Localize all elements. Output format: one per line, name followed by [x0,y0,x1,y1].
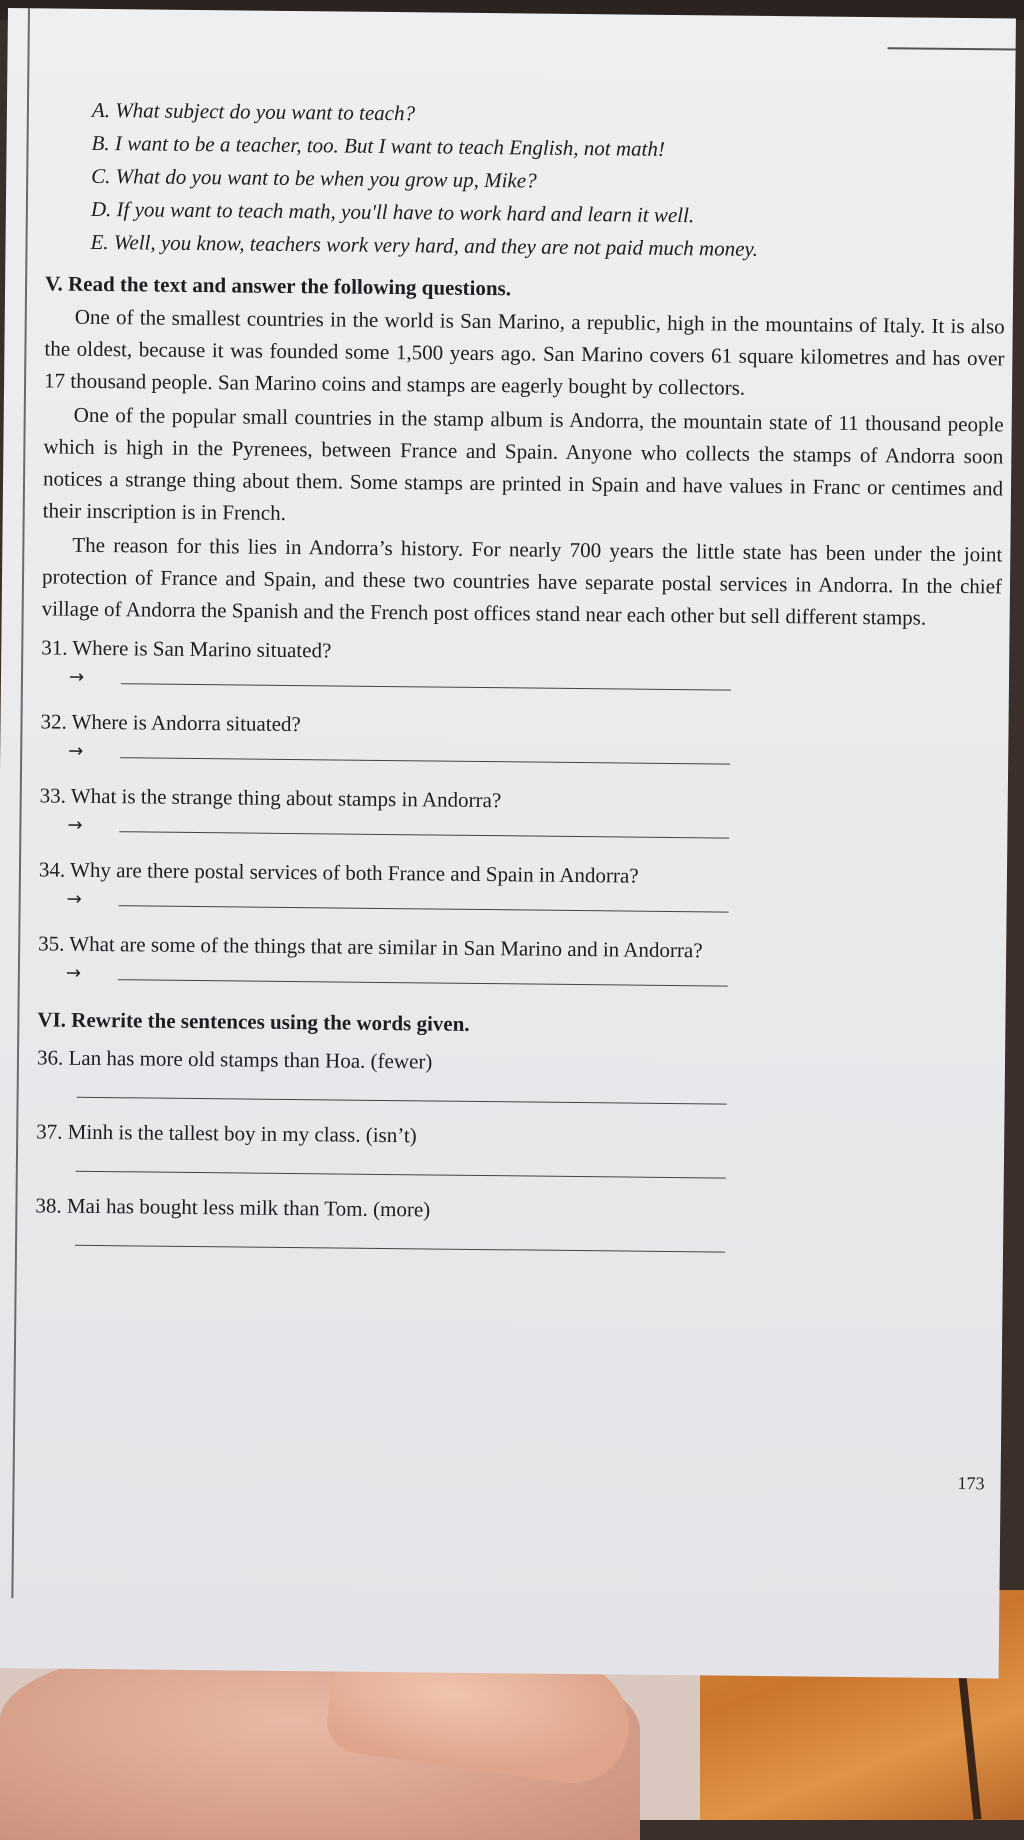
arrow-icon: → [67,814,83,836]
reading-paragraph: The reason for this lies in Andorra’s history. For nearly 700 years the little state has been under the joint protection of France and Spain, and these two countries have separate postal services in Andorra. In the chief village of Andorra the Spanish and the French post offices stand near each other but sell different stamps. [41,532,1003,630]
answer-underline [120,757,730,764]
answer-underline [118,979,728,986]
option-e: E. Well, you know, teachers work very hard, and they are not paid much money. [90,229,759,261]
option-d: D. If you want to teach math, you'll have to work hard and learn it well. [90,196,695,228]
arrow-icon: → [65,962,82,984]
option-a: A. What subject do you want to teach? [91,97,416,126]
reading-paragraph: One of the smallest countries in the world is San Marino, a republic, high in the mountains of Italy. It is also the oldest, because it was founded some 1,500 years ago. San Marino covers 61 square kilometres and has over 17 thousand people. San Marino coins and stamps are eagerly bought by collectors. [43,304,1005,400]
reading-paragraph: One of the popular small countries in the stamp album is Andorra, the mountain state of 11 thousand people which is high in the Pyrenees, between France and Spain. Anyone who collects the stamps of Andorra soon notices a strange thing about them. Some stamps are printed in Spain and have values in Franc or centimes and their inscription is in French. [42,402,1004,525]
question: 32. Where is Andorra situated? [40,709,301,737]
question: 31. Where is San Marino situated? [41,635,332,663]
top-rule [888,47,1016,50]
answer-underline [119,905,729,912]
answer-underline [121,683,731,690]
question: 35. What are some of the things that are similar in San Marino and in Andorra? [38,931,703,963]
rewrite-item: 36. Lan has more old stamps than Hoa. (fewer) [36,1045,433,1074]
page-number: 173 [957,1473,985,1494]
answer-underline [119,831,729,838]
section-v-title: V. Read the text and answer the following questions. [44,271,512,301]
rewrite-item: 37. Minh is the tallest boy in my class. (isn’t) [36,1119,417,1148]
answer-underline [76,1171,726,1179]
arrow-icon: → [68,740,84,762]
arrow-icon: → [68,666,85,688]
answer-underline [75,1245,725,1253]
option-c: C. What do you want to be when you grow up, Mike? [91,163,537,193]
rewrite-item: 38. Mai has bought less milk than Tom. (more) [35,1193,431,1222]
answer-underline [77,1097,727,1105]
arrow-icon: → [66,888,82,910]
section-vi-title: VI. Rewrite the sentences using the words given. [37,1007,470,1036]
question: 34. Why are there postal services of both France and Spain in Andorra? [38,857,639,888]
page-spine-line [11,8,30,1598]
question: 33. What is the strange thing about stamps in Andorra? [39,783,502,813]
page-content [35,93,1007,1266]
option-b: B. I want to be a teacher, too. But I want to teach English, not math! [91,130,666,161]
textbook-page [0,8,1016,1678]
